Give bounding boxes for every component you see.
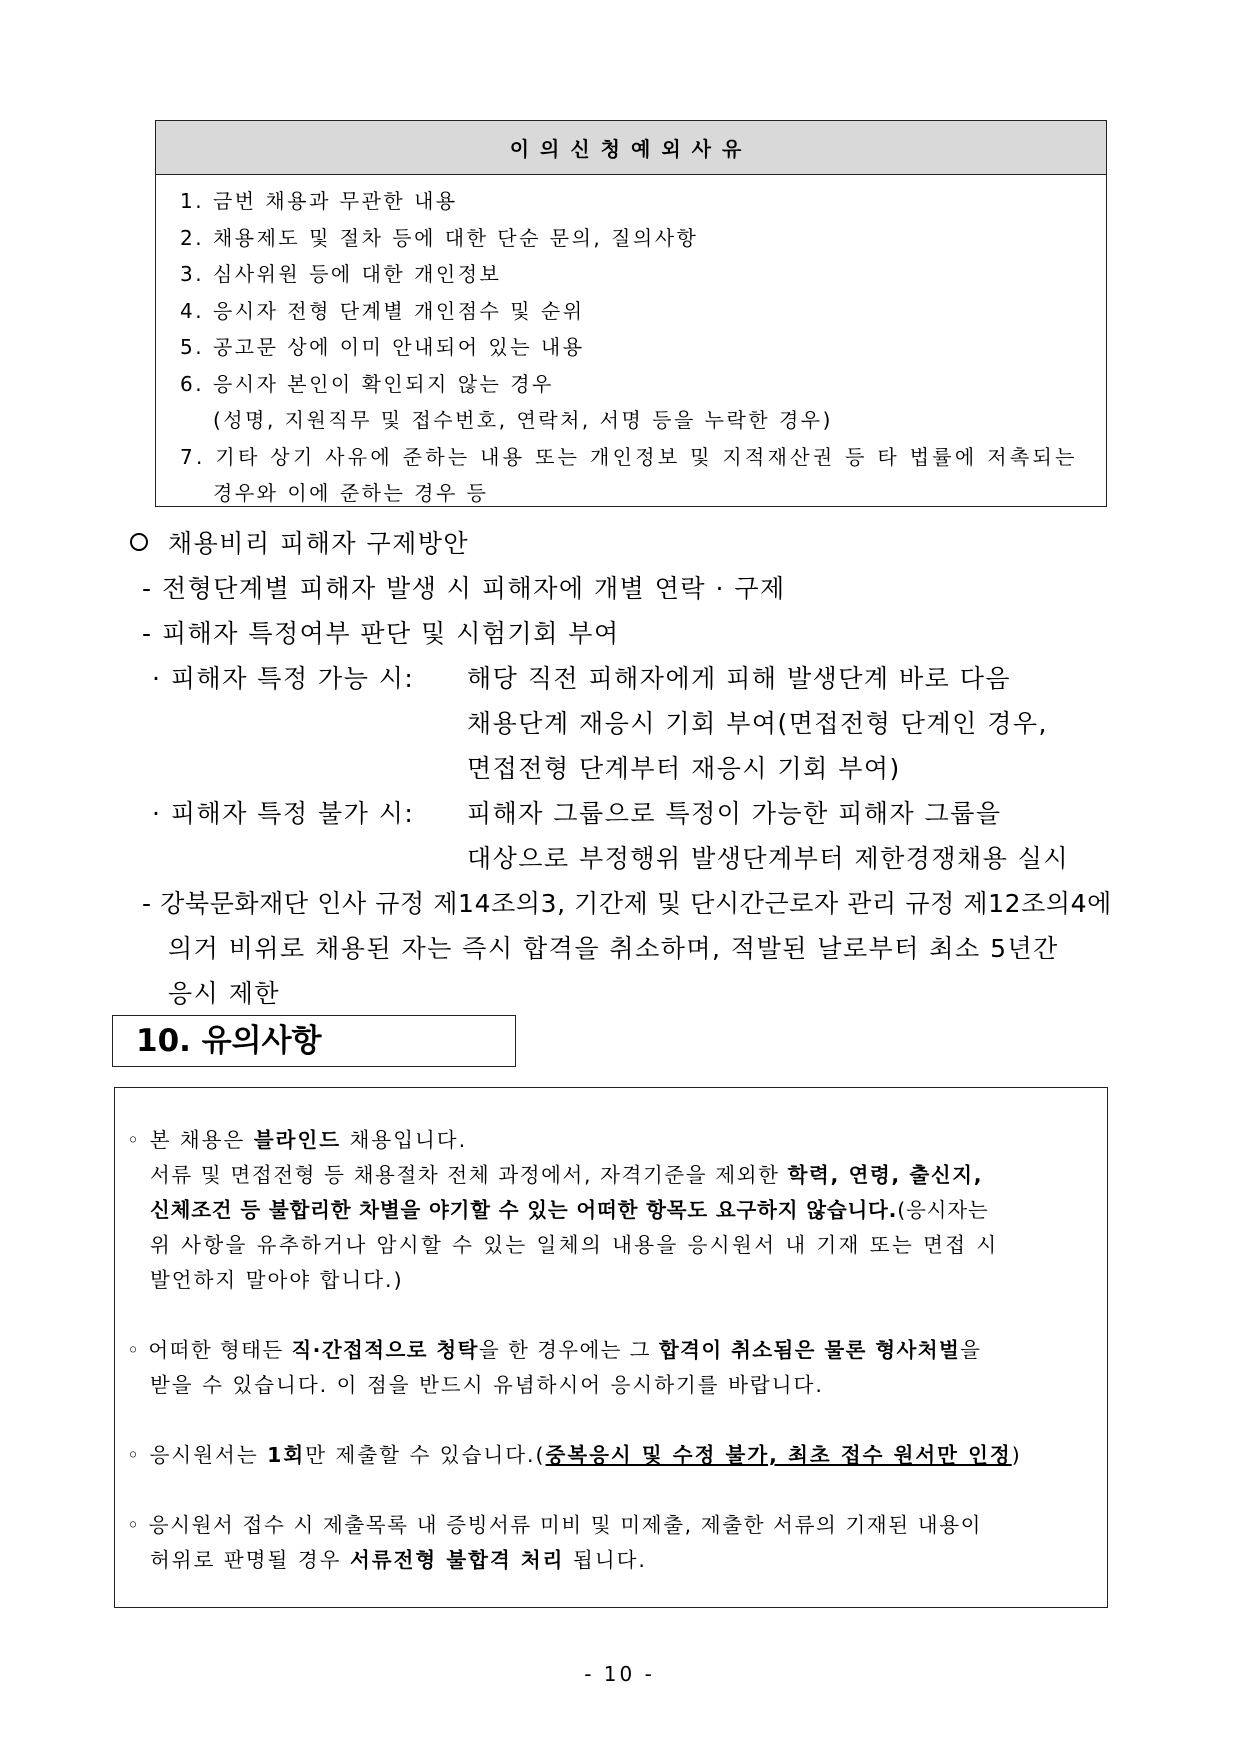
notice-2-line-2: 받을 수 있습니다. 이 점을 반드시 유념하시어 응시하기를 바랍니다. (150, 1373, 824, 1397)
remedy-dot-1-label: · 피해자 특정 가능 시: (152, 664, 415, 693)
list-item: 1. 금번 채용과 무관한 내용 (180, 189, 458, 213)
notice-1-line-5: 발언하지 말아야 합니다.) (150, 1268, 404, 1292)
notice-1-line-4: 위 사항을 유추하거나 암시할 수 있는 일체의 내용을 응시원서 내 기재 또는 면접 시 (150, 1233, 999, 1257)
list-item: (성명, 지원직무 및 접수번호, 연락처, 서명 등을 누락한 경우) (213, 408, 833, 432)
remedy-dot-2-label: · 피해자 특정 불가 시: (152, 799, 415, 828)
list-item: 2. 채용제도 및 절차 등에 대한 단순 문의, 질의사항 (180, 225, 699, 250)
notice-4-line-2: 허위로 판명될 경우 서류전형 불합격 처리 됩니다. (150, 1548, 647, 1572)
notice-3-line-1: ◦ 응시원서는 1회만 제출할 수 있습니다.(중복응시 및 수정 불가, 최초 접수 원서만 인정) (127, 1443, 1022, 1467)
list-item: 3. 심사위원 등에 대한 개인정보 (180, 262, 502, 286)
remedy-heading: 채용비리 피해자 구제방안 (130, 524, 469, 560)
notice-2-line-1: ◦ 어떠한 형태든 직·간접적으로 청탁을 한 경우에는 그 합격이 취소됨은 물론 형사처벌을 (127, 1338, 982, 1362)
remedy-dash-1: - 전형단계별 피해자 발생 시 피해자에 개별 연락 · 구제 (142, 574, 786, 603)
notice-1-line-2: 서류 및 면접전형 등 채용절차 전체 과정에서, 자격기준을 제외한 학력, 연령, 출신지, (150, 1163, 984, 1187)
page-number: - 10 - (584, 1662, 655, 1686)
exception-reasons-box (155, 120, 1107, 507)
list-item: 6. 응시자 본인이 확인되지 않는 경우 (180, 371, 554, 396)
remedy-dot-2-line-1: 피해자 그룹으로 특정이 가능한 피해자 그룹을 (467, 799, 1002, 828)
remedy-dash-3-line-2: 의거 비위로 채용된 자는 즉시 합격을 취소하며, 적발된 날로부터 최소 5년간 (168, 934, 1059, 963)
list-item: 4. 응시자 전형 단계별 개인점수 및 순위 (180, 298, 585, 323)
list-item: 7. 기타 상기 사유에 준하는 내용 또는 개인정보 및 지적재산권 등 타 법률에 저촉되는 (180, 444, 1078, 469)
remedy-dot-1-line-2: 채용단계 재응시 기회 부여(면접전형 단계인 경우, (467, 709, 1048, 738)
exception-reasons-list (156, 175, 1106, 512)
circle-bullet-icon (130, 533, 148, 551)
list-item: 경우와 이에 준하는 경우 등 (213, 481, 489, 505)
notice-box (114, 1087, 1108, 1608)
remedy-dot-1-line-1: 해당 직전 피해자에게 피해 발생단계 바로 다음 (467, 664, 1012, 693)
notice-1-line-1: ◦ 본 채용은 블라인드 채용입니다. (127, 1128, 468, 1152)
list-item: 5. 공고문 상에 이미 안내되어 있는 내용 (180, 335, 585, 359)
remedy-dash-3-line-3: 응시 제한 (168, 979, 281, 1008)
remedy-dash-2: - 피해자 특정여부 판단 및 시험기회 부여 (142, 619, 620, 648)
remedy-dot-2-line-2: 대상으로 부정행위 발생단계부터 제한경쟁채용 실시 (467, 844, 1070, 873)
remedy-dot-1-line-3: 면접전형 단계부터 재응시 기회 부여) (467, 754, 901, 783)
notice-1-line-3: 신체조건 등 불합리한 차별을 야기할 수 있는 어떠한 항목도 요구하지 않습니다.(응시자는 (150, 1198, 989, 1222)
section-title: 10. 유의사항 (112, 1015, 516, 1067)
remedy-dash-3-line-1: - 강북문화재단 인사 규정 제14조의3, 기간제 및 단시간근로자 관리 규정 제12조의4에 (142, 889, 1112, 918)
notice-4-line-1: ◦ 응시원서 접수 시 제출목록 내 증빙서류 미비 및 미제출, 제출한 서류의 기재된 내용이 (127, 1513, 983, 1537)
exception-reasons-title: 이의신청예외사유 (156, 121, 1106, 175)
